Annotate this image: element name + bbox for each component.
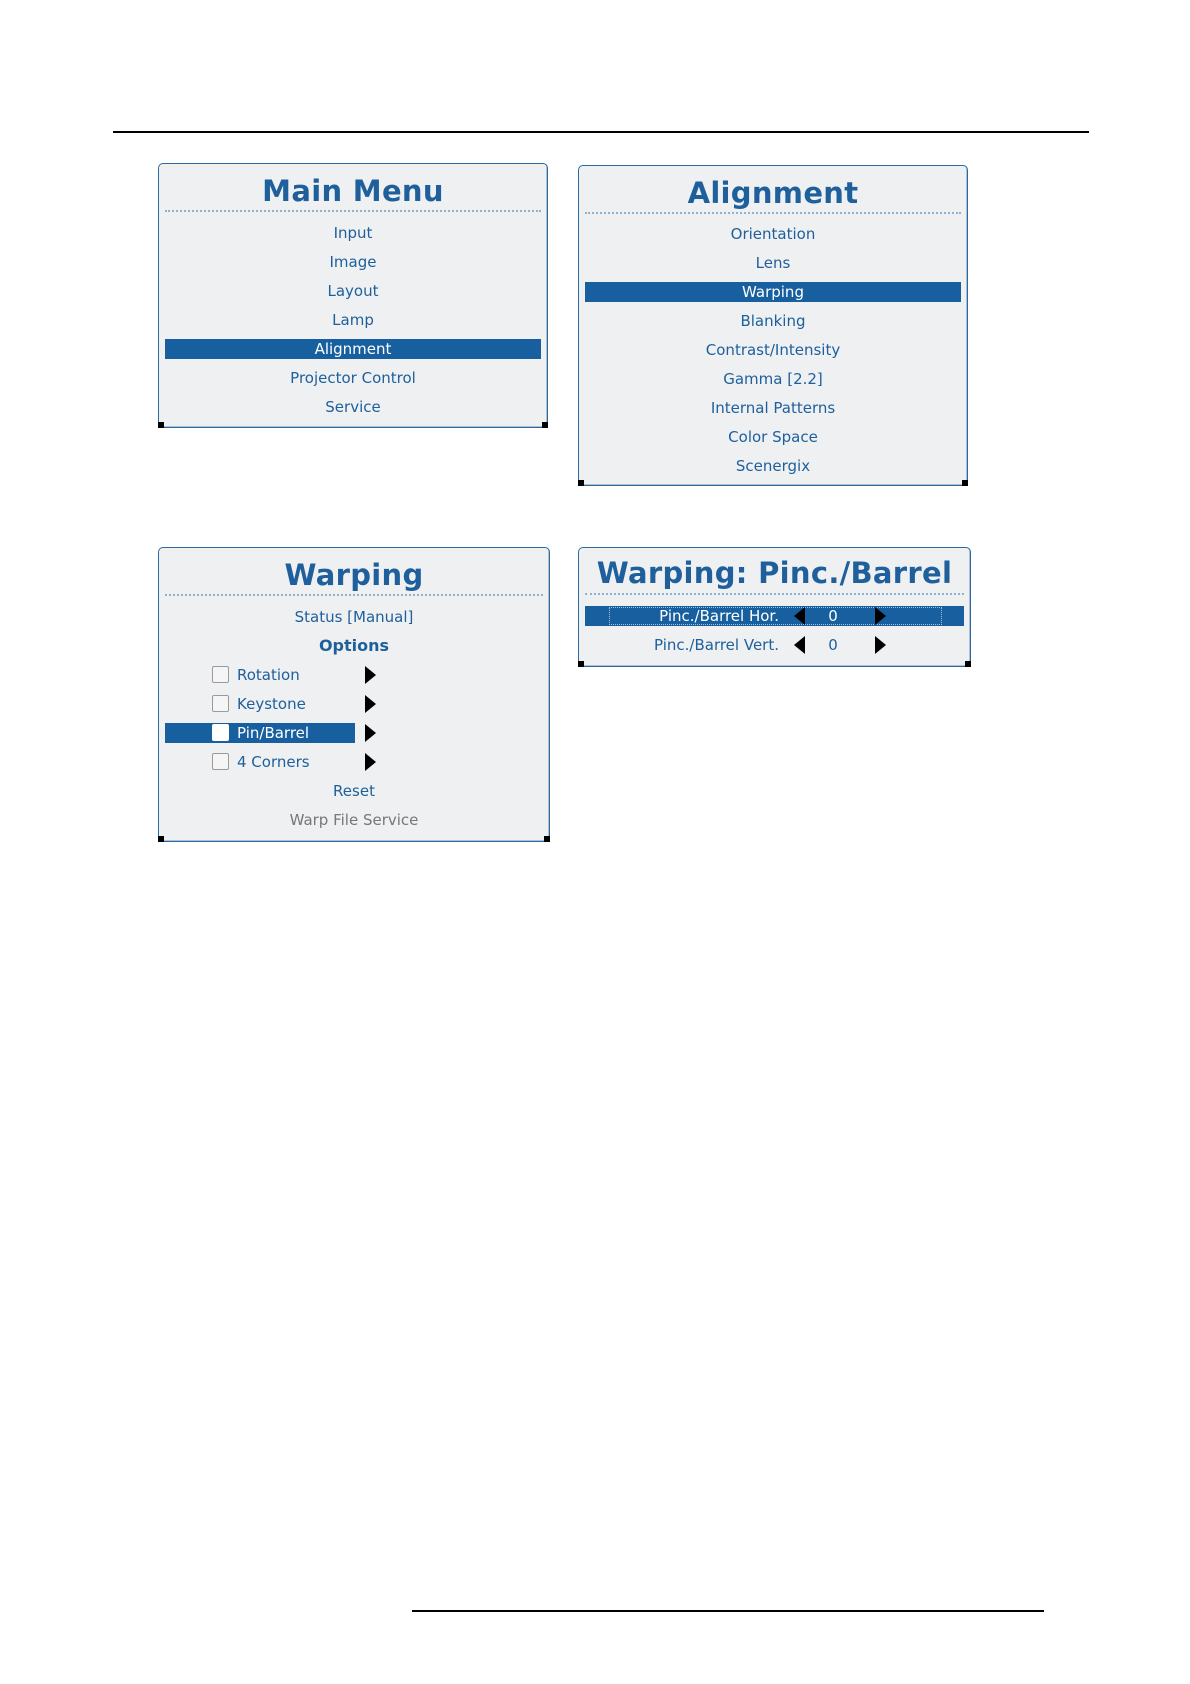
pinc-barrel-vert-value: 0 — [828, 636, 838, 654]
option-row-pin-barrel[interactable] — [165, 722, 545, 744]
menu-item-contrast-intensity[interactable]: Contrast/Intensity — [705, 341, 841, 359]
option-label-rotation: Rotation — [237, 666, 300, 684]
increase-arrow-icon[interactable] — [875, 636, 886, 654]
warping-menu-panel — [158, 547, 550, 842]
submenu-arrow-icon[interactable] — [365, 724, 376, 742]
pin-barrel-checkbox[interactable] — [212, 724, 229, 741]
4-corners-checkbox[interactable] — [212, 753, 229, 770]
menu-item-lens[interactable]: Lens — [755, 254, 791, 272]
menu-item-alignment[interactable]: Alignment — [165, 339, 541, 359]
menu-item-layout[interactable]: Layout — [327, 282, 379, 300]
pinc-barrel-menu-title: Warping: Pinc./Barrel — [596, 556, 953, 590]
reset-button[interactable]: Reset — [333, 782, 375, 800]
submenu-arrow-icon[interactable] — [365, 753, 376, 771]
decrease-arrow-icon[interactable] — [794, 607, 805, 625]
increase-arrow-icon[interactable] — [875, 607, 886, 625]
menu-item-image[interactable]: Image — [329, 253, 377, 271]
option-row-keystone[interactable] — [165, 693, 545, 715]
menu-item-internal-patterns[interactable]: Internal Patterns — [710, 399, 836, 417]
alignment-menu-title: Alignment — [687, 176, 859, 210]
options-heading: Options — [318, 636, 390, 655]
pinc-barrel-hor-label: Pinc./Barrel Hor. — [659, 607, 779, 625]
option-label-pin-barrel: Pin/Barrel — [237, 724, 310, 742]
option-label-keystone: Keystone — [237, 695, 306, 713]
page-footer-rule — [412, 1610, 1044, 1612]
option-row-rotation[interactable] — [165, 664, 545, 686]
menu-item-orientation[interactable]: Orientation — [730, 225, 816, 243]
title-divider — [585, 593, 964, 595]
menu-item-scenergix[interactable]: Scenergix — [735, 457, 811, 475]
option-label-4-corners: 4 Corners — [237, 753, 310, 771]
menu-item-input[interactable]: Input — [333, 224, 373, 242]
menu-item-warping[interactable]: Warping — [585, 282, 961, 302]
page-header-rule — [113, 131, 1089, 133]
submenu-arrow-icon[interactable] — [365, 695, 376, 713]
menu-item-service[interactable]: Service — [325, 398, 381, 416]
warping-status[interactable]: Status [Manual] — [294, 608, 414, 626]
menu-item-gamma[interactable]: Gamma [2.2] — [723, 370, 823, 388]
main-menu-panel — [158, 163, 548, 428]
pinc-barrel-hor-row[interactable] — [585, 606, 964, 626]
keystone-checkbox[interactable] — [212, 695, 229, 712]
main-menu-title: Main Menu — [262, 174, 444, 208]
pinc-barrel-menu-panel — [578, 547, 971, 667]
menu-item-color-space[interactable]: Color Space — [728, 428, 818, 446]
pinc-barrel-vert-label: Pinc./Barrel Vert. — [654, 636, 779, 654]
pinc-barrel-vert-row[interactable] — [585, 635, 964, 655]
submenu-arrow-icon[interactable] — [365, 666, 376, 684]
pinc-barrel-hor-value: 0 — [828, 607, 838, 625]
menu-item-projector-control[interactable]: Projector Control — [290, 369, 416, 387]
alignment-menu-panel — [578, 165, 968, 486]
menu-item-blanking[interactable]: Blanking — [740, 312, 806, 330]
title-divider — [165, 594, 543, 596]
rotation-checkbox[interactable] — [212, 666, 229, 683]
decrease-arrow-icon[interactable] — [794, 636, 805, 654]
warp-file-service-item[interactable]: Warp File Service — [289, 811, 419, 829]
title-divider — [585, 212, 961, 214]
menu-item-lamp[interactable]: Lamp — [332, 311, 374, 329]
warping-menu-title: Warping — [284, 558, 424, 592]
title-divider — [165, 210, 541, 212]
option-row-4-corners[interactable] — [165, 751, 545, 773]
